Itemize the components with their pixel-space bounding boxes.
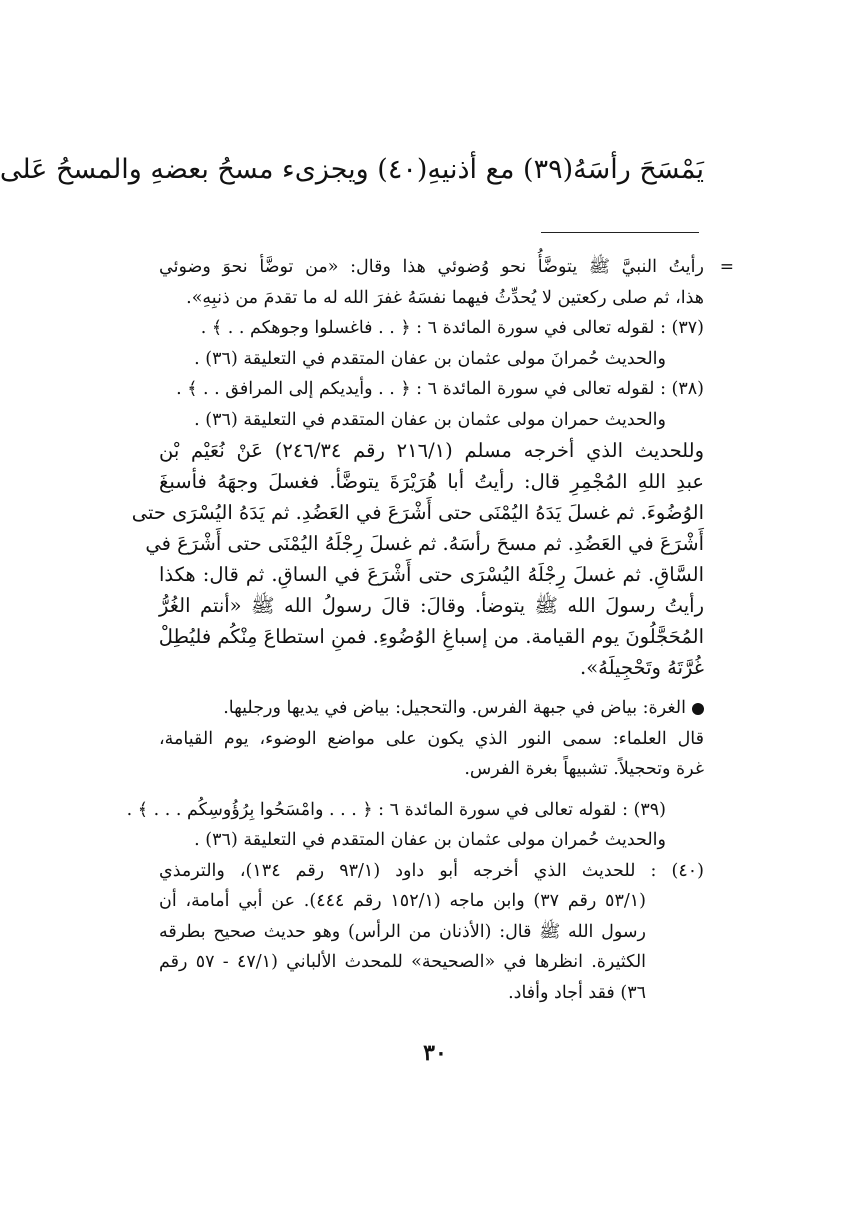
hadith-line <box>131 497 704 528</box>
footnote-line <box>159 283 704 314</box>
spacer <box>159 785 704 795</box>
page-number: ٣٠ <box>423 1040 447 1066</box>
hadith-line-text: المُحَجَّلُونَ يوم القيامة. من إسباغِ الوُضُوءِ. فمنِ استطاعَ مِنْكُم فليُطِلْ <box>158 625 704 648</box>
hadith-line-text: السَّاقِ. ثم غسلَ رِجْلَهُ اليُسْرَى حتى أَشْرَعَ في الساقِ. ثم قال: هكذا <box>159 563 704 586</box>
footnote-line <box>159 252 704 283</box>
continuation-mark: = <box>719 257 734 277</box>
gloss-line-text: غرة وتحجيلاً. تشبيهاً بغرة الفرس. <box>464 759 704 779</box>
footnote-line-text: الكثيرة. انظرها في «الصحيحة» للمحدث الألباني (٤٧/١ - ٥٧ رقم <box>159 952 647 972</box>
notes-top <box>159 252 704 435</box>
main-text-line: يَمْسَحَ رأسَهُ(٣٩) مع أذنيهِ(٤٠) ويجزىء مسحُ بعضهِ والمسحُ عَلى <box>0 154 704 185</box>
gloss-line <box>159 693 704 724</box>
footnote-line <box>159 374 704 405</box>
footnote-line-text: والحديث حمران مولى عثمان بن عفان المتقدم في التعليقة (٣٦) . <box>194 409 666 430</box>
footnote-line-text: رأيتُ النبيَّ ﷺ يتوضَّأُ نحو وُضوئي هذا وقال: «من توضَّأ نحوَ وضوئي <box>159 257 704 277</box>
hadith-line <box>159 621 704 652</box>
hadith-line <box>159 466 704 497</box>
hadith-line <box>159 652 704 683</box>
footnote-line-text: (٤٠) : للحديث الذي أخرجه أبو داود (٩٣/١ رقم ١٣٤)، والترمذي <box>159 860 704 881</box>
gloss-line <box>159 754 704 785</box>
footnote-line-text: ٣٦) فقد أجاد وأفاد. <box>508 982 646 1003</box>
hadith-line-text: الوُضُوءَ. ثم غسلَ يَدَهُ اليُمْنَى حتى أَشْرَعَ في العَضُدِ. ثم يَدَهُ اليُسْرَى حتى <box>131 501 704 524</box>
hadith-line-text: رأيتُ رسولَ الله ﷺ يتوضأ. وقالَ: قالَ رسولُ الله ﷺ «أنتم الغُرُّ <box>159 594 704 617</box>
hadith-line <box>145 528 704 559</box>
footnote-separator-rule <box>541 232 699 233</box>
hadith-line-text: وللحديث الذي أخرجه مسلم (٢١٦/١ رقم ٢٤٦/٣٤) عَنْ نُعَيْم بْن <box>159 439 704 462</box>
footnote-line-text: رسول الله ﷺ قال: (الأذنان من الرأس) وهو حديث صحيح بطرقه <box>159 921 646 942</box>
footnote-line <box>159 344 704 375</box>
gloss-line-text: الغرة: بياض في جبهة الفرس. والتحجيل: بياض في يديها ورجليها. <box>223 698 686 718</box>
hadith-line-text: أَشْرَعَ في العَضُدِ. ثم مسحَ رأسَهُ. ثم غسلَ رِجْلَهُ اليُمْنَى حتى أَشْرَعَ في <box>145 532 704 555</box>
hadith-line <box>159 559 704 590</box>
spacer <box>159 683 704 693</box>
footnotes-block <box>126 252 734 1008</box>
footnote-line <box>159 947 704 978</box>
gloss-line-text: قال العلماء: سمى النور الذي يكون على مواضع الوضوء، يوم القيامة، <box>159 728 704 749</box>
footnote-line <box>159 886 704 917</box>
footnote-line-text: والحديث حُمرانَ مولى عثمان بن عفان المتقدم في التعليقة (٣٦) . <box>194 348 666 369</box>
hadith-line <box>159 590 704 621</box>
gloss-block <box>159 693 704 785</box>
footnote-line <box>126 795 704 826</box>
bullet-icon <box>692 703 704 715</box>
hadith-line-text: عبدِ اللهِ المُجْمِرِ قال: رأيتُ أبا هُرَيْرَةَ يتوضَّأ. فغسلَ وجهَهُ فأسبغَ <box>159 470 704 493</box>
hadith-line-text: غُرَّتَهُ وتَحْجِيلَهُ». <box>580 656 704 679</box>
footnote-line <box>159 405 704 436</box>
footnote-line-text: هذا، ثم صلى ركعتين لا يُحدِّثُ فيهما نفسَهُ غفرَ الله له ما تقدمَ من ذنبِهِ». <box>186 287 704 308</box>
hadith-line <box>159 435 704 466</box>
footnote-line-text: (٣٨) : لقوله تعالى في سورة المائدة ٦ : ﴿ . . وأيديكم إلى المرافق . . ﴾ . <box>176 379 704 399</box>
footnote-line-text: (٣٧) : لقوله تعالى في سورة المائدة ٦ : ﴿ . . فاغسلوا وجوهكم . . ﴾ . <box>200 318 704 338</box>
footnote-line-text: (٣٩) : لقوله تعالى في سورة المائدة ٦ : ﴿ . . . وامْسَحُوا بِرُؤُوسِكُم . . . ﴾ . <box>126 799 666 820</box>
notes-bottom <box>126 795 704 1009</box>
footnote-line-text: (٥٣/١ رقم ٣٧) وابن ماجه (١٥٢/١ رقم ٤٤٤). عن أبي أمامة، أن <box>159 891 646 911</box>
footnote-line <box>159 313 704 344</box>
footnote-line-text: والحديث حُمران مولى عثمان بن عفان المتقدم في التعليقة (٣٦) . <box>194 830 666 850</box>
footnote-line <box>159 856 704 887</box>
footnote-line <box>159 917 704 948</box>
footnote-line <box>159 978 704 1009</box>
footnote-line <box>159 825 704 856</box>
hadith-block <box>131 435 704 683</box>
gloss-line <box>159 724 704 755</box>
